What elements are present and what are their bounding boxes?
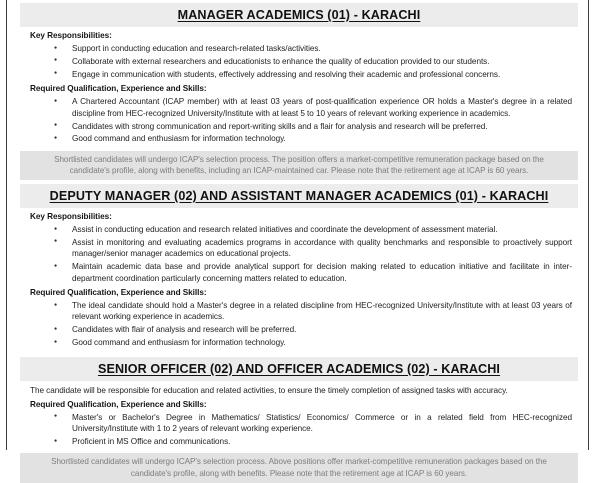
page-left-border bbox=[6, 0, 7, 450]
selection-process-note-2: Shortlisted candidates will undergo ICAP's selection process. Above positions offer market-competitive remuneration packages based on the candidate's profile, along with benefits. Please note that the retirement age at ICAP is 60 years. bbox=[20, 453, 578, 482]
list-item: ● Candidates with strong communication and report-writing skills and a flair for analysis and research will be preferred. bbox=[72, 121, 572, 132]
section-heading-band-deputy-manager bbox=[20, 184, 578, 208]
selection-process-note-1: Shortlisted candidates will undergo ICAP's selection process. The position offers a market-competitive remuneration package based on the candidate's profile, along with benefits, including an ICAP-maintained car. Please note that the retirement age at ICAP is 60 years. bbox=[20, 151, 578, 180]
section-heading-band-senior-officer bbox=[20, 357, 578, 381]
page-right-border bbox=[588, 0, 589, 450]
list-item: ● Good command and enthusiasm for information technology. bbox=[72, 133, 572, 144]
key-responsibilities-list-2 bbox=[20, 224, 578, 284]
list-item: ● Proficient in MS Office and communications. bbox=[72, 436, 572, 447]
section-heading-senior-officer: SENIOR OFFICER (02) AND OFFICER ACADEMICS (02) - KARACHI bbox=[97, 361, 501, 376]
list-item: ● A Chartered Accountant (ICAP member) with at least 03 years of post-qualification experience OR holds a Master's degree in a related discipline from HEC-recognized University/Institute with at least 5 to 10 years of relevant working experience in academics. bbox=[72, 96, 572, 119]
section-spacer bbox=[20, 351, 578, 354]
section-heading-deputy-manager: DEPUTY MANAGER (02) AND ASSISTANT MANAGER ACADEMICS (01) - KARACHI bbox=[49, 189, 549, 204]
list-item: ● Master's or Bachelor's Degree in Mathematics/ Statistics/ Economics/ Commerce or in a related field from HEC-recognized University/Institute with 1 to 2 years of relevant working experience. bbox=[72, 412, 572, 435]
list-item: ● The ideal candidate should hold a Master's degree in a related discipline from HEC-recognized University/Institute with at least 03 years of relevant working experience in academics. bbox=[72, 300, 572, 323]
list-item: ● Support in conducting education and research-related tasks/activities. bbox=[72, 43, 572, 54]
required-qualification-label-2: Required Qualification, Experience and Skills: bbox=[30, 288, 207, 298]
required-qualification-label-3: Required Qualification, Experience and Skills: bbox=[30, 399, 207, 409]
section-heading-manager-academics: MANAGER ACADEMICS (01) - KARACHI bbox=[177, 8, 421, 22]
required-qualification-list-2 bbox=[20, 300, 578, 349]
key-responsibilities-label-1: Key Responsibilities: bbox=[30, 31, 112, 40]
required-qualification-label-1: Required Qualification, Experience and Skills: bbox=[30, 84, 207, 94]
list-item: ● Assist in conducting education and research related initiatives and coordinate the development of assessment material. bbox=[72, 224, 572, 235]
list-item: ● Candidates with flair of analysis and research will be preferred. bbox=[72, 324, 572, 335]
list-item: ● Maintain academic data base and provide analytical support for decision making related to education initiative and facilitate in inter-department coordination particularly concerning matters related to education. bbox=[72, 261, 572, 284]
key-responsibilities-list-1 bbox=[20, 43, 578, 80]
list-item: ● Good command and enthusiasm for information technology. bbox=[72, 337, 572, 348]
required-qualification-list-1 bbox=[20, 96, 578, 145]
key-responsibilities-label-2: Key Responsibilities: bbox=[30, 212, 112, 222]
page-content bbox=[8, 0, 588, 478]
section-heading-band-manager-academics bbox=[20, 3, 578, 27]
section-intro-senior-officer: The candidate will be responsible for education and related activities, to ensure the timely completion of assigned tasks with accuracy. bbox=[30, 385, 508, 395]
list-item: ● Collaborate with external researchers and educationists to enhance the quality of education provided to our students. bbox=[72, 56, 572, 67]
list-item: ● Assist in monitoring and evaluating academics programs in accordance with quality benchmarks and responsible to proactively support manager/senior manager academics on educational projects. bbox=[72, 237, 572, 260]
list-item: ● Engage in communication with students, effectively addressing and resolving their academic and professional concerns. bbox=[72, 69, 572, 80]
required-qualification-list-3 bbox=[20, 412, 578, 448]
